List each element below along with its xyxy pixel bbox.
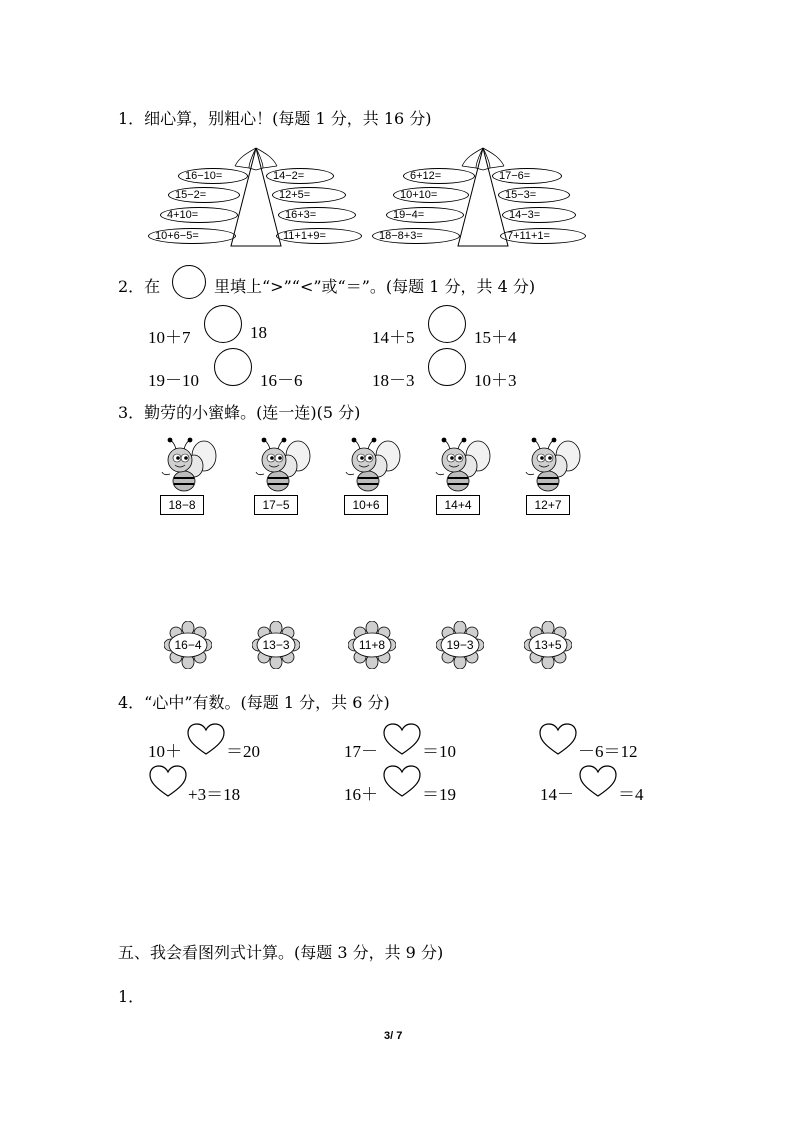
heart-answer-icon[interactable] <box>382 764 422 798</box>
flower-label-0[interactable]: 16−4 <box>174 638 202 652</box>
q2-answer-circle-0[interactable] <box>204 305 242 343</box>
heart-answer-icon[interactable] <box>148 764 188 798</box>
q2-item-0-right: 18 <box>250 323 267 342</box>
q3-heading: 3．勤劳的小蜜蜂。(连一连)(5 分) <box>118 403 361 422</box>
q2-answer-circle-3[interactable] <box>428 348 466 386</box>
q1-left-tree-right-0: 14−2= <box>266 168 334 184</box>
bee-card-0[interactable]: 18−8 <box>160 495 204 515</box>
heart-answer-icon[interactable] <box>186 722 226 756</box>
q1-right-tree-left-0: 6+12= <box>403 168 475 184</box>
heart-answer-icon[interactable] <box>382 722 422 756</box>
bee-card-4[interactable]: 12+7 <box>526 495 570 515</box>
q1-right-tree-right-2: 14−3= <box>502 207 576 223</box>
q2-item-1-left: 14＋5 <box>372 328 415 347</box>
bee-icon <box>524 436 586 496</box>
q1-right-tree-right-0: 17−6= <box>492 168 562 184</box>
q4-row2-1-pre: 16＋ <box>344 785 378 804</box>
q4-heading: 4．“心中”有数。(每题 1 分，共 6 分) <box>118 693 390 712</box>
bee-card-2[interactable]: 10+6 <box>344 495 388 515</box>
heart-answer-icon[interactable] <box>578 764 618 798</box>
page-number: 3/ 7 <box>384 1030 403 1042</box>
bee-icon <box>434 436 496 496</box>
heart-answer-icon[interactable] <box>538 722 578 756</box>
q4-row2-0-post: +3＝18 <box>188 785 241 804</box>
flower-label-3[interactable]: 19−3 <box>446 638 474 652</box>
flower-label-2[interactable]: 11+8 <box>358 638 386 652</box>
q4-row1-2-post: －6＝12 <box>578 742 638 761</box>
q2-item-0-left: 10＋7 <box>148 328 191 347</box>
q1-heading: 1．细心算，别粗心！(每题 1 分，共 16 分) <box>118 109 432 128</box>
q1-left-tree-left-3: 10+6−5= <box>148 228 236 244</box>
q2-item-1-right: 15＋4 <box>474 328 517 347</box>
q2-heading-pre: 2．在 <box>118 277 161 296</box>
q2-answer-circle-1[interactable] <box>428 305 466 343</box>
q4-row1-0-pre: 10＋ <box>148 742 182 761</box>
q4-row1-1-pre: 17－ <box>344 742 378 761</box>
q1-left-tree-right-2: 16+3= <box>278 207 356 223</box>
flower-label-1[interactable]: 13−3 <box>262 638 290 652</box>
q2-answer-circle-2[interactable] <box>214 348 252 386</box>
q2-item-2-left: 19－10 <box>148 371 199 390</box>
q4-row1-1-post: ＝10 <box>422 742 456 761</box>
bee-icon <box>254 436 316 496</box>
q1-left-tree-right-3: 11+1+9= <box>276 228 362 244</box>
q2-heading-post: 里填上“>”“<”或“＝”。(每题 1 分，共 4 分) <box>214 277 536 296</box>
q4-row2-2-pre: 14－ <box>540 785 574 804</box>
q1-right-tree-right-3: 7+11+1= <box>500 228 586 244</box>
q2-item-3-left: 18－3 <box>372 371 415 390</box>
q1-right-tree-left-1: 10+10= <box>393 187 469 203</box>
q4-row1-0-post: ＝20 <box>226 742 260 761</box>
bee-icon <box>160 436 222 496</box>
q2-item-2-right: 16－6 <box>260 371 303 390</box>
q1-left-tree-right-1: 12+5= <box>272 187 346 203</box>
q1-right-tree-left-3: 18−8+3= <box>372 228 460 244</box>
bee-icon <box>344 436 406 496</box>
bee-card-3[interactable]: 14+4 <box>436 495 480 515</box>
q4-row2-2-post: ＝4 <box>618 785 644 804</box>
flower-label-4[interactable]: 13+5 <box>534 638 562 652</box>
q1-left-tree-left-2: 4+10= <box>160 207 238 223</box>
q1-right-tree-left-2: 19−4= <box>386 207 464 223</box>
section5-heading: 五、我会看图列式计算。(每题 3 分，共 9 分) <box>118 943 444 962</box>
q1-right-tree-right-1: 15−3= <box>498 187 570 203</box>
answer-circle-icon <box>172 265 206 299</box>
q4-row2-1-post: ＝19 <box>422 785 456 804</box>
bee-card-1[interactable]: 17−5 <box>254 495 298 515</box>
q1-left-tree-left-1: 15−2= <box>168 187 240 203</box>
section5-item1: 1． <box>118 987 145 1006</box>
q2-item-3-right: 10＋3 <box>474 371 517 390</box>
q1-left-tree-left-0: 16−10= <box>178 168 248 184</box>
